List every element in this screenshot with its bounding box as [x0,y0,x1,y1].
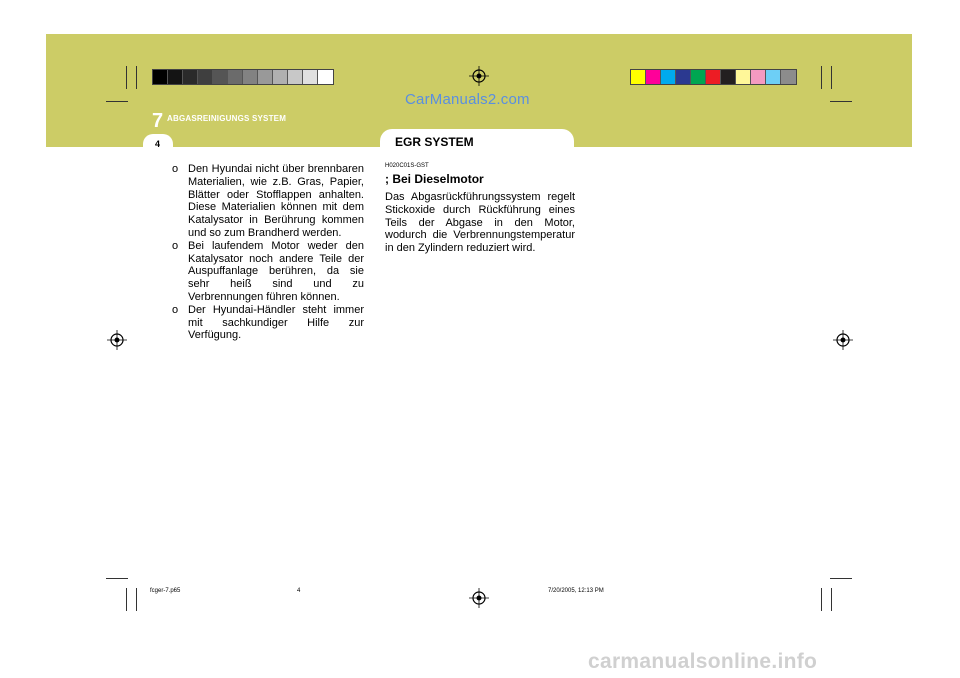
color-calibration-strip [630,69,797,85]
color-swatch [168,70,183,84]
color-swatch [751,70,766,84]
watermark-bottom[interactable]: carmanualsonline.info [588,650,818,673]
right-column [385,163,575,255]
left-column [172,163,364,342]
color-swatch [258,70,273,84]
color-swatch [631,70,646,84]
color-swatch [691,70,706,84]
crop-mark [821,588,822,611]
crop-mark [136,588,137,611]
registration-mark-icon [469,66,489,86]
color-swatch [303,70,318,84]
crop-mark [126,588,127,611]
crop-mark [830,101,852,102]
color-swatch [706,70,721,84]
section-title: EGR SYSTEM [395,135,474,149]
color-swatch [228,70,243,84]
bullet-text: Bei laufendem Motor weder den Katalysator noch andere Teile der Auspuffanlage berühren, da sie sehr heiß sind und zu Verbrennungen führen können. [188,239,364,303]
color-swatch [273,70,288,84]
section-code: H020C01S-GST [385,163,429,169]
crop-mark [831,588,832,611]
body-paragraph: Das Abgasrückführungssystem regelt Stickoxide durch Rückführung eines Teils der Abgase in den Motor, wodurch die Verbrennungstemperatur in den Zylindern reduziert wird. [385,191,575,255]
crop-mark [831,66,832,89]
crop-mark [821,66,822,89]
footer-page: 4 [297,588,301,594]
color-swatch [736,70,751,84]
bullet-item [172,304,364,342]
page-number: 4 [155,139,161,149]
crop-mark [106,101,128,102]
bullet-item [172,163,364,240]
bullet-text: Der Hyundai-Händler steht immer mit sachkundiger Hilfe zur Verfügung. [188,303,364,342]
color-swatch [676,70,691,84]
crop-mark [106,578,128,579]
bullet-marker: o [172,239,179,252]
crop-mark [830,578,852,579]
crop-mark [136,66,137,89]
bullet-marker: o [172,163,179,175]
subheading: ; Bei Dieselmotor [385,172,484,186]
registration-mark-icon [107,330,127,350]
color-swatch [721,70,736,84]
color-swatch [781,70,796,84]
grayscale-calibration-strip [152,69,334,85]
bullet-item [172,240,364,304]
chapter-number: 7 [152,110,164,132]
crop-mark [126,66,127,89]
color-swatch [153,70,168,84]
color-swatch [243,70,258,84]
registration-mark-icon [469,588,489,608]
footer-file: fcger-7.p65 [150,588,181,594]
color-swatch [646,70,661,84]
bullet-text: Den Hyundai nicht über brennbaren Materialien, wie z.B. Gras, Papier, Blätter oder Stofflappen anhalten. Diese Materialien können mit dem Katalysator in Berührung kommen und so zum Brandherd werden. [188,163,364,239]
bullet-marker: o [172,303,179,316]
color-swatch [318,70,333,84]
watermark-top[interactable]: CarManuals2.com [405,91,530,108]
chapter-title: ABGASREINIGUNGS SYSTEM [167,114,287,123]
color-swatch [766,70,781,84]
color-swatch [288,70,303,84]
color-swatch [183,70,198,84]
color-swatch [213,70,228,84]
color-swatch [198,70,213,84]
registration-mark-icon [833,330,853,350]
color-swatch [661,70,676,84]
footer-timestamp: 7/20/2005, 12:13 PM [548,588,604,594]
